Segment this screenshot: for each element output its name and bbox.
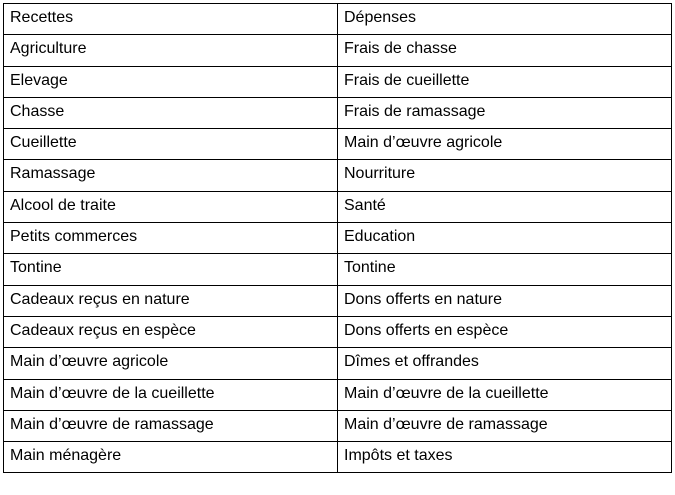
header-cell-recettes: Recettes: [4, 4, 338, 35]
recettes-cell: Cadeaux reçus en espèce: [4, 316, 338, 347]
table-row: [4, 223, 672, 254]
table-row: [4, 191, 672, 222]
recettes-cell: Chasse: [4, 97, 338, 128]
recettes-cell: Elevage: [4, 66, 338, 97]
depenses-cell: Impôts et taxes: [338, 442, 672, 473]
depenses-cell: Santé: [338, 191, 672, 222]
table-row: [4, 442, 672, 473]
table-row: [4, 348, 672, 379]
depenses-cell: Main d’œuvre de ramassage: [338, 410, 672, 441]
table-row: [4, 410, 672, 441]
recettes-cell: Petits commerces: [4, 223, 338, 254]
recettes-cell: Cadeaux reçus en nature: [4, 285, 338, 316]
recettes-cell: Agriculture: [4, 35, 338, 66]
table-row: [4, 97, 672, 128]
recettes-cell: Cueillette: [4, 129, 338, 160]
recettes-cell: Main d’œuvre de ramassage: [4, 410, 338, 441]
header-cell-depenses: Dépenses: [338, 4, 672, 35]
table-row: [4, 285, 672, 316]
recettes-cell: Main d’œuvre agricole: [4, 348, 338, 379]
depenses-cell: Main d’œuvre agricole: [338, 129, 672, 160]
recettes-cell: Ramassage: [4, 160, 338, 191]
table-row: [4, 254, 672, 285]
table-row: [4, 316, 672, 347]
recettes-cell: Alcool de traite: [4, 191, 338, 222]
table-row: [4, 160, 672, 191]
table-row: [4, 35, 672, 66]
depenses-cell: Education: [338, 223, 672, 254]
depenses-cell: Frais de chasse: [338, 35, 672, 66]
table-row: [4, 66, 672, 97]
depenses-cell: Tontine: [338, 254, 672, 285]
depenses-cell: Frais de cueillette: [338, 66, 672, 97]
recettes-depenses-table: [3, 3, 672, 473]
depenses-cell: Dîmes et offrandes: [338, 348, 672, 379]
depenses-cell: Dons offerts en espèce: [338, 316, 672, 347]
recettes-cell: Tontine: [4, 254, 338, 285]
table-row: [4, 379, 672, 410]
table-header-row: [4, 4, 672, 35]
recettes-cell: Main ménagère: [4, 442, 338, 473]
depenses-cell: Nourriture: [338, 160, 672, 191]
table-row: [4, 129, 672, 160]
depenses-cell: Main d’œuvre de la cueillette: [338, 379, 672, 410]
depenses-cell: Frais de ramassage: [338, 97, 672, 128]
recettes-cell: Main d’œuvre de la cueillette: [4, 379, 338, 410]
depenses-cell: Dons offerts en nature: [338, 285, 672, 316]
